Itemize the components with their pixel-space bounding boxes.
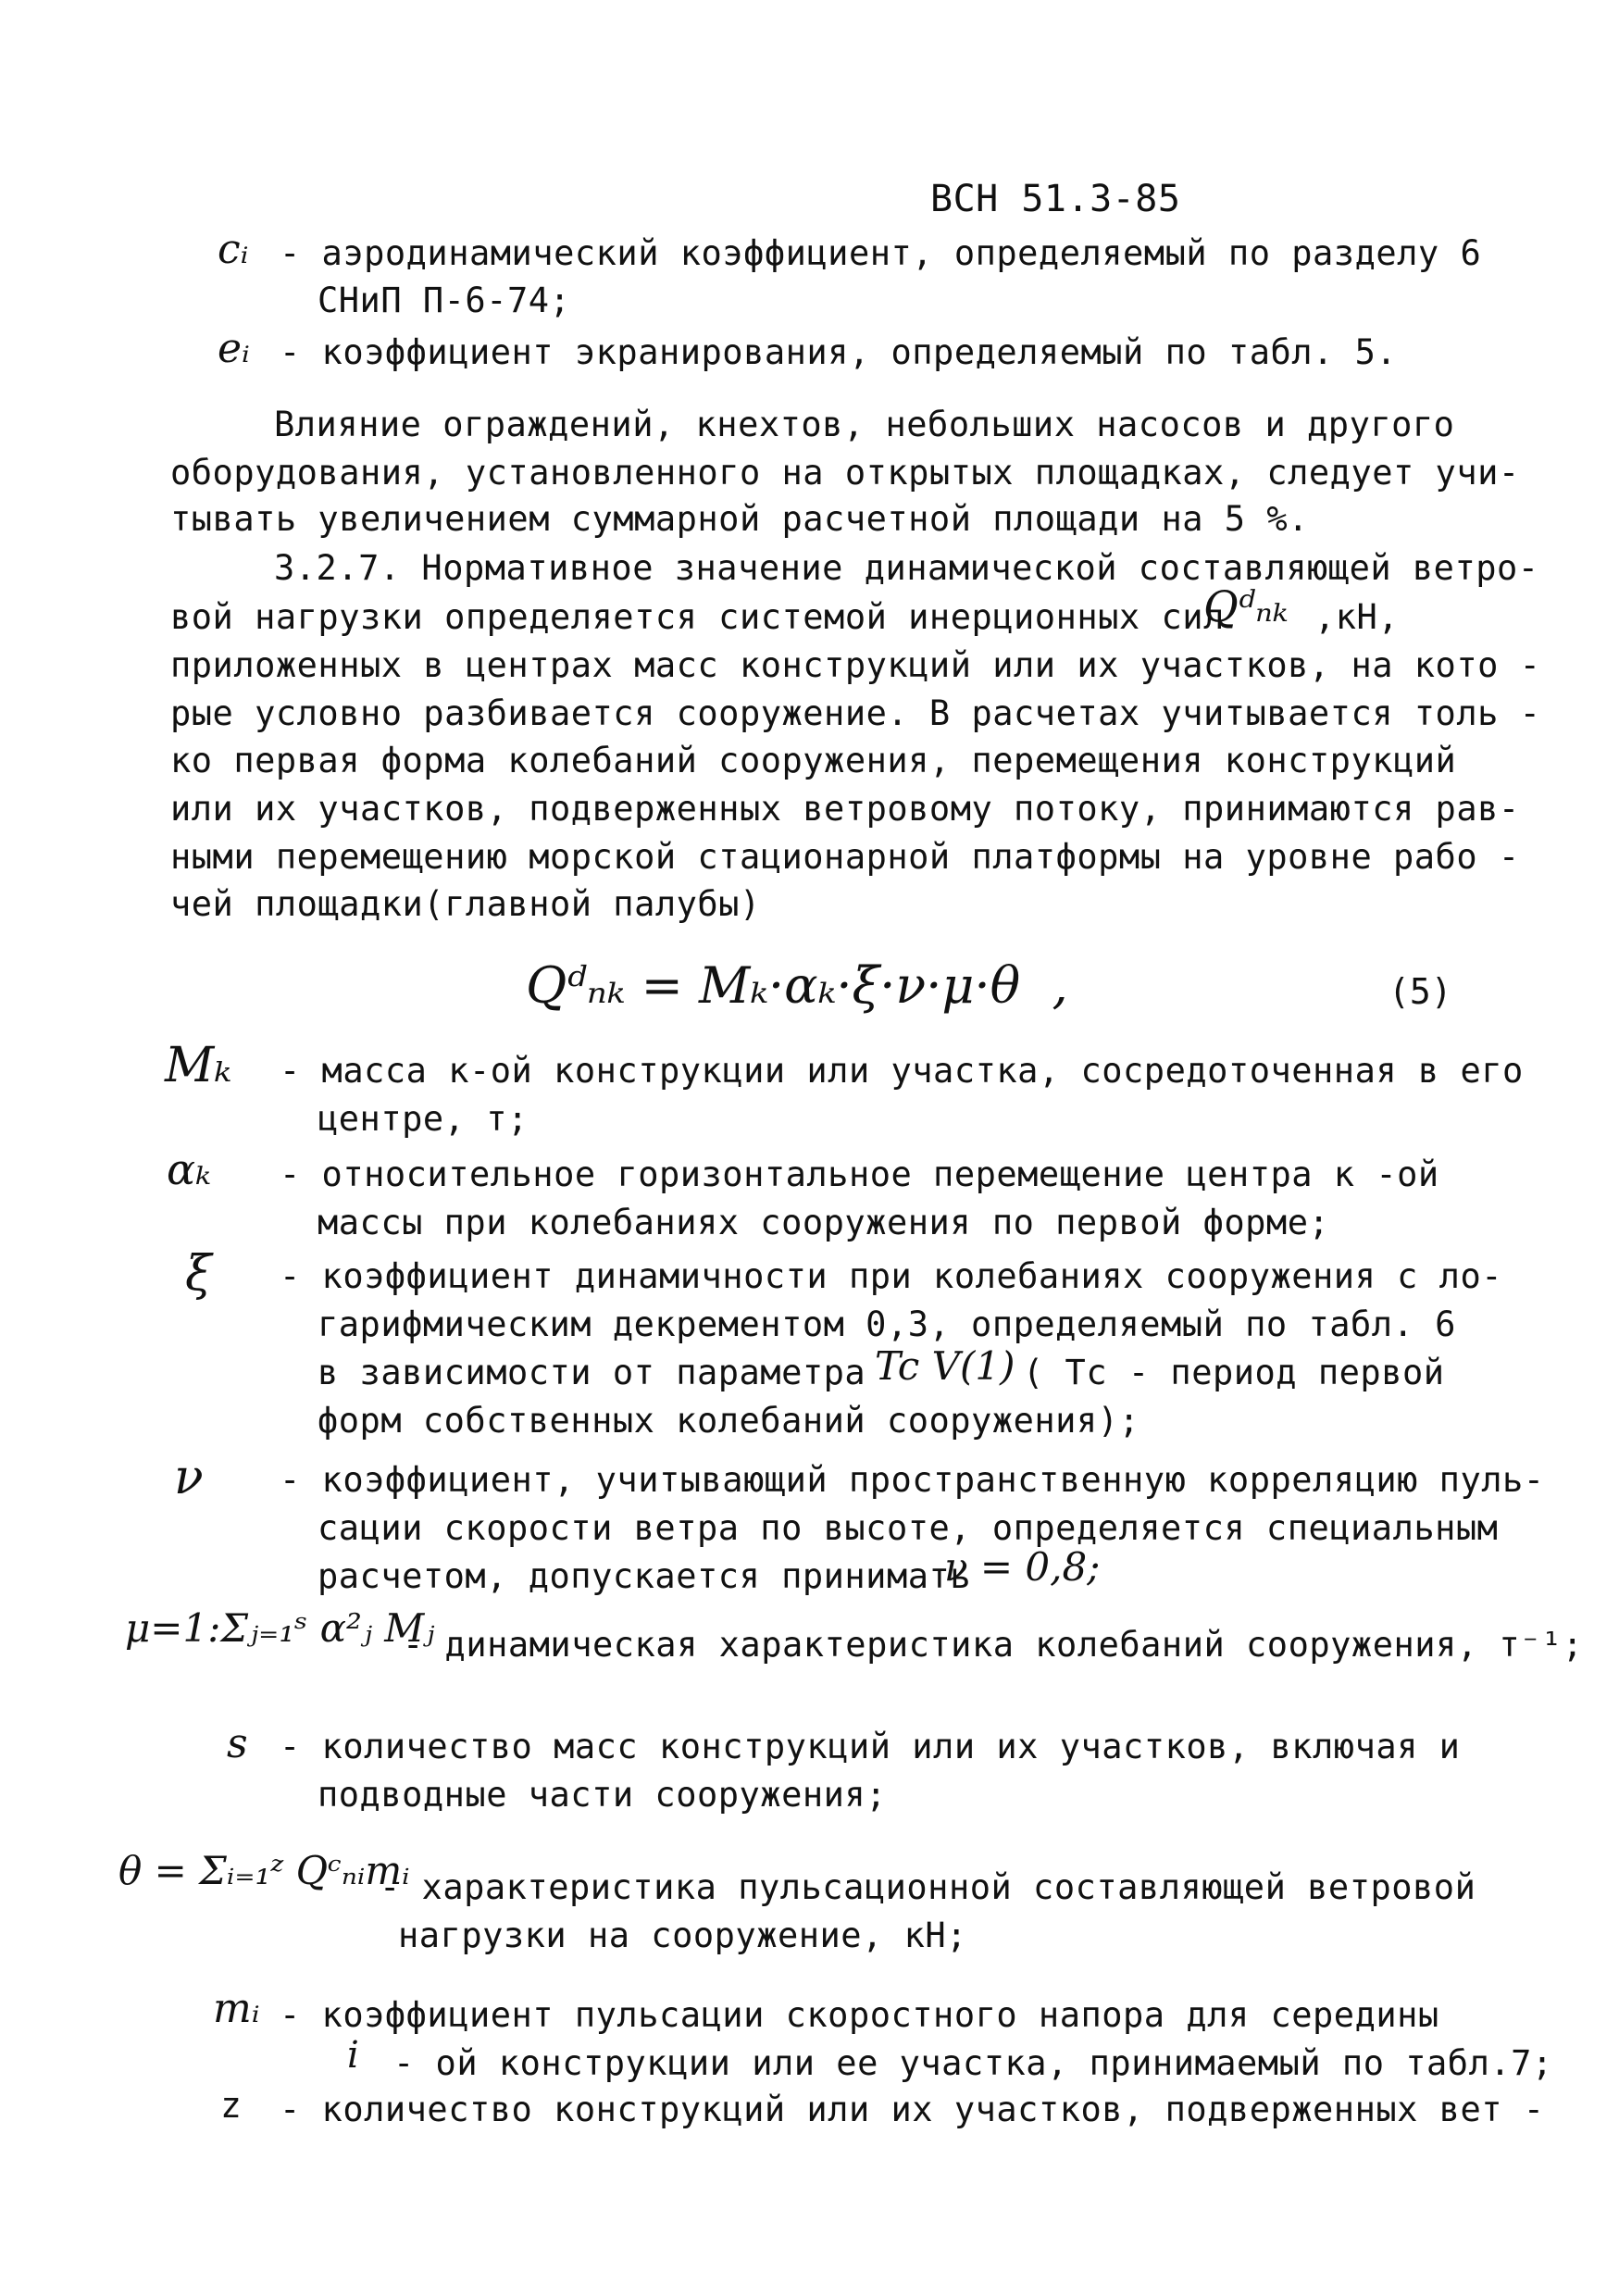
paragraph2-unit-kn: ,кН, — [1314, 597, 1400, 637]
nu-value: ν = 0,8; — [944, 1544, 1101, 1590]
symbol-c-i: cᵢ — [218, 226, 249, 273]
definition-mu-line1: - динамическая характеристика колебаний сооружения, т⁻¹; — [403, 1625, 1584, 1665]
definition-z-line1: - количество конструкций или их участков, подверженных вет - — [280, 2090, 1545, 2129]
symbol-nu: ν — [174, 1450, 204, 1505]
paragraph2-line2: вой нагрузки определяется системой инерционных сил — [170, 597, 1225, 637]
symbol-theta-formula: θ = Σᵢ₌₁ᶻ Qᶜₙᵢmᵢ — [118, 1848, 410, 1893]
parameter-Tc-V: Tc V(1) — [875, 1343, 1015, 1389]
paragraph2-line6: или их участков, подверженных ветровому потоку, принимаются рав- — [170, 789, 1520, 829]
definition-alpha-k-line2: массы при колебаниях сооружения по первой форме; — [318, 1203, 1330, 1242]
definition-s-line1: - количество масс конструкций или их участков, включая и — [280, 1727, 1461, 1766]
paragraph1-line1: Влияние ограждений, кнехтов, небольших насосов и другого — [274, 405, 1455, 444]
definition-nu-line3: расчетом, допускается принимать — [318, 1556, 972, 1596]
parameter-note: ( Tc - период первой — [1023, 1353, 1445, 1392]
document-code: ВСН 51.3-85 — [930, 178, 1181, 220]
paragraph1-line2: оборудования, установленного на открытых площадках, следует учи- — [170, 453, 1520, 493]
definition-m-i-line2: - ой конструкции или ее участка, принимаемый по табл.7; — [393, 2043, 1553, 2083]
definition-xi-line1: - коэффициент динамичности при колебаниях сооружения с ло- — [280, 1256, 1503, 1296]
definition-nu-line2: сации скорости ветра по высоте, определяется специальным — [318, 1508, 1499, 1548]
definition-theta-line1: - характеристика пульсационной составляющей ветровой — [380, 1867, 1476, 1907]
paragraph2-line5: ко первая форма колебаний сооружения, перемещения конструкций — [170, 741, 1457, 780]
formula-5: Qᵈₙₖ = Mₖ·αₖ·ξ·ν·μ·θ , — [526, 956, 1068, 1015]
definition-xi-line2: гарифмическим декрементом 0,3, определяемый по табл. 6 — [318, 1304, 1456, 1344]
paragraph2-line3: приложенных в центрах масс конструкций или их участков, на кото - — [170, 645, 1541, 685]
symbol-m-i: mᵢ — [213, 1985, 260, 2032]
definition-xi-line3: в зависимости от параметра — [318, 1353, 866, 1392]
symbol-e-i: eᵢ — [218, 325, 250, 372]
equation-number: (5) — [1389, 971, 1452, 1012]
symbol-i: i — [347, 2034, 359, 2077]
symbol-M-k: Mₖ — [165, 1038, 232, 1093]
definition-xi-line4: форм собственных колебаний сооружения); — [318, 1401, 1140, 1441]
definition-e-i-line1: - коэффициент экранирования, определяемый по табл. 5. — [280, 332, 1398, 372]
paragraph2-line7: ными перемещению морской стационарной платформы на уровне рабо - — [170, 837, 1520, 877]
definition-s-line2: подводные части сооружения; — [318, 1775, 887, 1815]
symbol-alpha-k: αₖ — [167, 1144, 211, 1194]
definition-c-i-line1: - аэродинамический коэффициент, определяемый по разделу 6 — [280, 233, 1482, 273]
definition-nu-line1: - коэффициент, учитывающий пространственную корреляцию пуль- — [280, 1460, 1545, 1500]
paragraph2-line4: рые условно разбивается сооружение. В расчетах учитывается толь - — [170, 693, 1541, 733]
paragraph2-line8: чей площадки(главной палубы) — [170, 884, 761, 924]
definition-m-i-line1: - коэффициент пульсации скоростного напора для середины — [280, 1995, 1439, 2035]
definition-M-k-line2: центре, т; — [318, 1099, 529, 1139]
definition-c-i-line2: СНиП П-6-74; — [318, 281, 571, 320]
paragraph1-line3: тывать увеличением суммарной расчетной площади на 5 %. — [170, 499, 1309, 539]
symbol-z: z — [220, 2085, 242, 2126]
inline-symbol-Q-nk: Qᵈₙₖ — [1203, 581, 1289, 631]
symbol-xi: ξ — [185, 1246, 212, 1302]
paragraph2-line1: 3.2.7. Нормативное значение динамической составляющей ветро- — [274, 548, 1539, 588]
symbol-s: s — [227, 1720, 248, 1767]
symbol-mu-formula: μ=1:Σⱼ₌₁ˢ α²ⱼ Mⱼ — [125, 1605, 435, 1651]
definition-alpha-k-line1: - относительное горизонтальное перемещение центра к -ой — [280, 1154, 1439, 1194]
definition-theta-line2: нагрузки на сооружение, кН; — [398, 1915, 967, 1955]
definition-M-k-line1: - масса к-ой конструкции или участка, сосредоточенная в его — [280, 1051, 1524, 1091]
